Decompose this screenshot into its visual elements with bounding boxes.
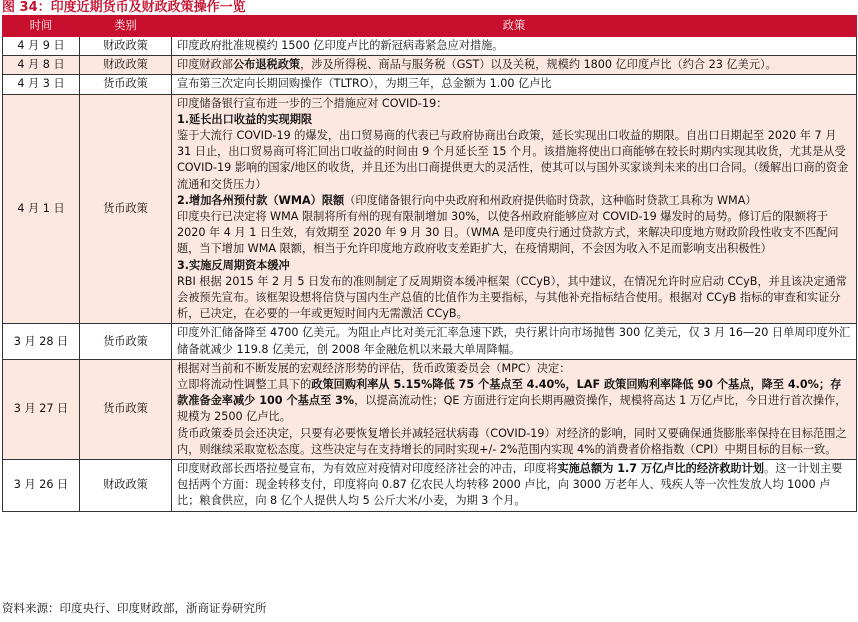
policy-paragraph — [177, 377, 852, 426]
type-cell: 财政政策 — [80, 460, 172, 512]
policy-paragraph — [177, 461, 852, 510]
policy-cell — [172, 324, 857, 359]
policy-cell — [172, 460, 857, 512]
policy-paragraph: 印度央行已决定将 WMA 限制将所有州的现有限制增加 30%，以使各州政府能够应对 COVID-19 爆发时的局势。修订后的限额将于 2020 年 4 月 1 日生效，有效期至 2020 年 9 月 30 日。（WMA 是印度央行通过贷款方式，来解决印度地方财政阶段性收支不匹配问题，当下增加 WMA 限额，相当于允许印度地方政府收支差距扩大，在疫情期间，不会因为收入不足而影响支出积极性） — [177, 210, 839, 256]
policy-cell — [172, 94, 857, 324]
policy-text: 立即将流动性调整工具下的 — [177, 378, 312, 392]
type-cell: 货币政策 — [80, 75, 172, 94]
date-cell: 4 月 9 日 — [3, 37, 80, 56]
type-cell: 财政政策 — [80, 37, 172, 56]
policy-cell — [172, 75, 857, 94]
policy-paragraph: 货币政策委员会还决定，只要有必要恢复增长并减轻冠状病毒（COVID-19）对经济的影响，同时又要确保通货膨胀率保持在目标范围之内，则继续采取宽松态度。这些决定与在支持增长的同时实现+/- 2%范围内实现 4%的消费者价格指数（CPI）中期目标的目标一致。 — [177, 426, 847, 456]
table-row — [3, 94, 857, 324]
policy-paragraph: 鉴于大流行 COVID-19 的爆发，出口贸易商的代表已与政府协商出台政策，延长实现出口收益的期限。自出口日期起至 2020 年 7 月 31 日止，出口贸易商可将汇回出口收益的时间由 9 个月延长至 15 个月。该措施将使出口商能够在较长时期内实现其收货，尤其是从受 COVID-19 影响的国家/地区的收货，并且还为出口商提供更大的灵活性，使其可以与国外买家谈判未来的出口合同。（缓解出口商的资金流通和交货压力） — [177, 129, 849, 191]
policy-paragraph: 宣布第三次定向长期回购操作（TLTRO），为期三年，总金额为 1.00 亿卢比 — [177, 77, 552, 91]
policy-cell — [172, 56, 857, 75]
type-cell: 货币政策 — [80, 94, 172, 324]
header-time: 时间 — [3, 16, 80, 37]
table-row — [3, 56, 857, 75]
source-note: 资料来源：印度央行、印度财政部，浙商证券研究所 — [2, 601, 267, 615]
policy-text: ，以提高流动性；QE 方面进行定向长期再融资操作，规模将高达 1 万亿卢比，今日进行首次操作，规模为 2500 亿卢比。 — [177, 394, 847, 424]
table-row — [3, 359, 857, 459]
table-header-row — [3, 16, 857, 37]
policy-text: 印度财政部 — [177, 58, 233, 72]
policy-paragraph — [177, 57, 852, 73]
date-cell: 4 月 8 日 — [3, 56, 80, 75]
policy-paragraph: 1.延长出口收益的实现期限 — [177, 112, 313, 126]
date-cell: 4 月 3 日 — [3, 75, 80, 94]
date-cell: 4 月 1 日 — [3, 94, 80, 324]
policy-emphasis: （印度储备银行向中央政府和州政府提供临时贷款，这种临时贷款工具称为 WMA） — [344, 193, 757, 207]
policy-emphasis: 实施总额为 1.7 万亿卢比的经济救助计划 — [557, 462, 764, 476]
type-cell: 财政政策 — [80, 56, 172, 75]
header-policy: 政策 — [172, 16, 857, 37]
date-cell: 3 月 26 日 — [3, 460, 80, 512]
policy-paragraph — [177, 193, 852, 209]
policy-text: ，涉及所得税、商品与服务税（GST）以及关税，规模约 1800 亿印度卢比（约合 23 亿美元）。 — [300, 58, 777, 72]
policy-paragraph: 印度外汇储备降至 4700 亿美元。为阻止卢比对美元汇率急速下跌，央行累计向市场抛售 300 亿美元，仅 3 月 16—20 日单周印度外汇储备就减少 119.8 亿美元，创 2008 年金融危机以来最大单周降幅。 — [177, 326, 851, 356]
table-row — [3, 37, 857, 56]
type-cell: 货币政策 — [80, 324, 172, 359]
policy-cell — [172, 37, 857, 56]
policy-cell — [172, 359, 857, 459]
policy-text: 。这一计划主要包括两个方面：现金转移支付，印度将向 0.87 亿农民人均转移 2000 卢比，向 3000 万老年人、残疾人等一次性发放人均 1000 卢比；粮食供应，向 8 亿个人提供人均 5 公斤大米/小麦，为期 3 个月。 — [177, 462, 843, 508]
table-row — [3, 324, 857, 359]
header-type: 类别 — [80, 16, 172, 37]
figure-title: 图 34：印度近期货币及财政政策操作一览 — [2, 0, 246, 15]
policy-paragraph: RBI 根据 2015 年 2 月 5 日发布的准则制定了反周期资本缓冲框架（CCyB），其中建议，在情况允许时应启动 CCyB，并且该决定通常会被预先宣布。该框架设想将信贷与国内生产总值的比值作为主要指标，与其他补充指标结合使用。根据对 CCyB 指标的审查和实证分析，已决定，在必要的一年或更短时间内无需激活 CCyB。 — [177, 274, 847, 321]
table-row — [3, 460, 857, 512]
policy-paragraph: 根据对当前和不断发展的宏观经济形势的评估，货币政策委员会（MPC）决定： — [177, 361, 571, 375]
date-cell: 3 月 28 日 — [3, 324, 80, 359]
policy-text: 2.增加各州预付款（WMA）限额 — [177, 193, 345, 207]
policy-table — [2, 15, 857, 512]
type-cell: 货币政策 — [80, 359, 172, 459]
policy-emphasis: 公布退税政策 — [232, 58, 301, 72]
date-cell: 3 月 27 日 — [3, 359, 80, 459]
policy-paragraph: 印度储备银行宣布进一步的三个措施应对 COVID-19： — [177, 96, 448, 110]
policy-paragraph: 3.实施反周期资本缓冲 — [177, 258, 290, 272]
policy-paragraph: 印度政府批准规模约 1500 亿印度卢比的新冠病毒紧急应对措施。 — [177, 39, 504, 52]
table-row — [3, 75, 857, 94]
policy-emphasis: 政策回购利率从 5.15%降低 75 个基点至 4.40%，LAF 政策回购利率降低 90 个基点，降至 4.0%；存款准备金率减少 100 个基点至 3% — [177, 378, 842, 408]
policy-text: 印度财政部长西塔拉曼宣布，为有效应对疫情对印度经济社会的冲击，印度将 — [177, 462, 558, 476]
